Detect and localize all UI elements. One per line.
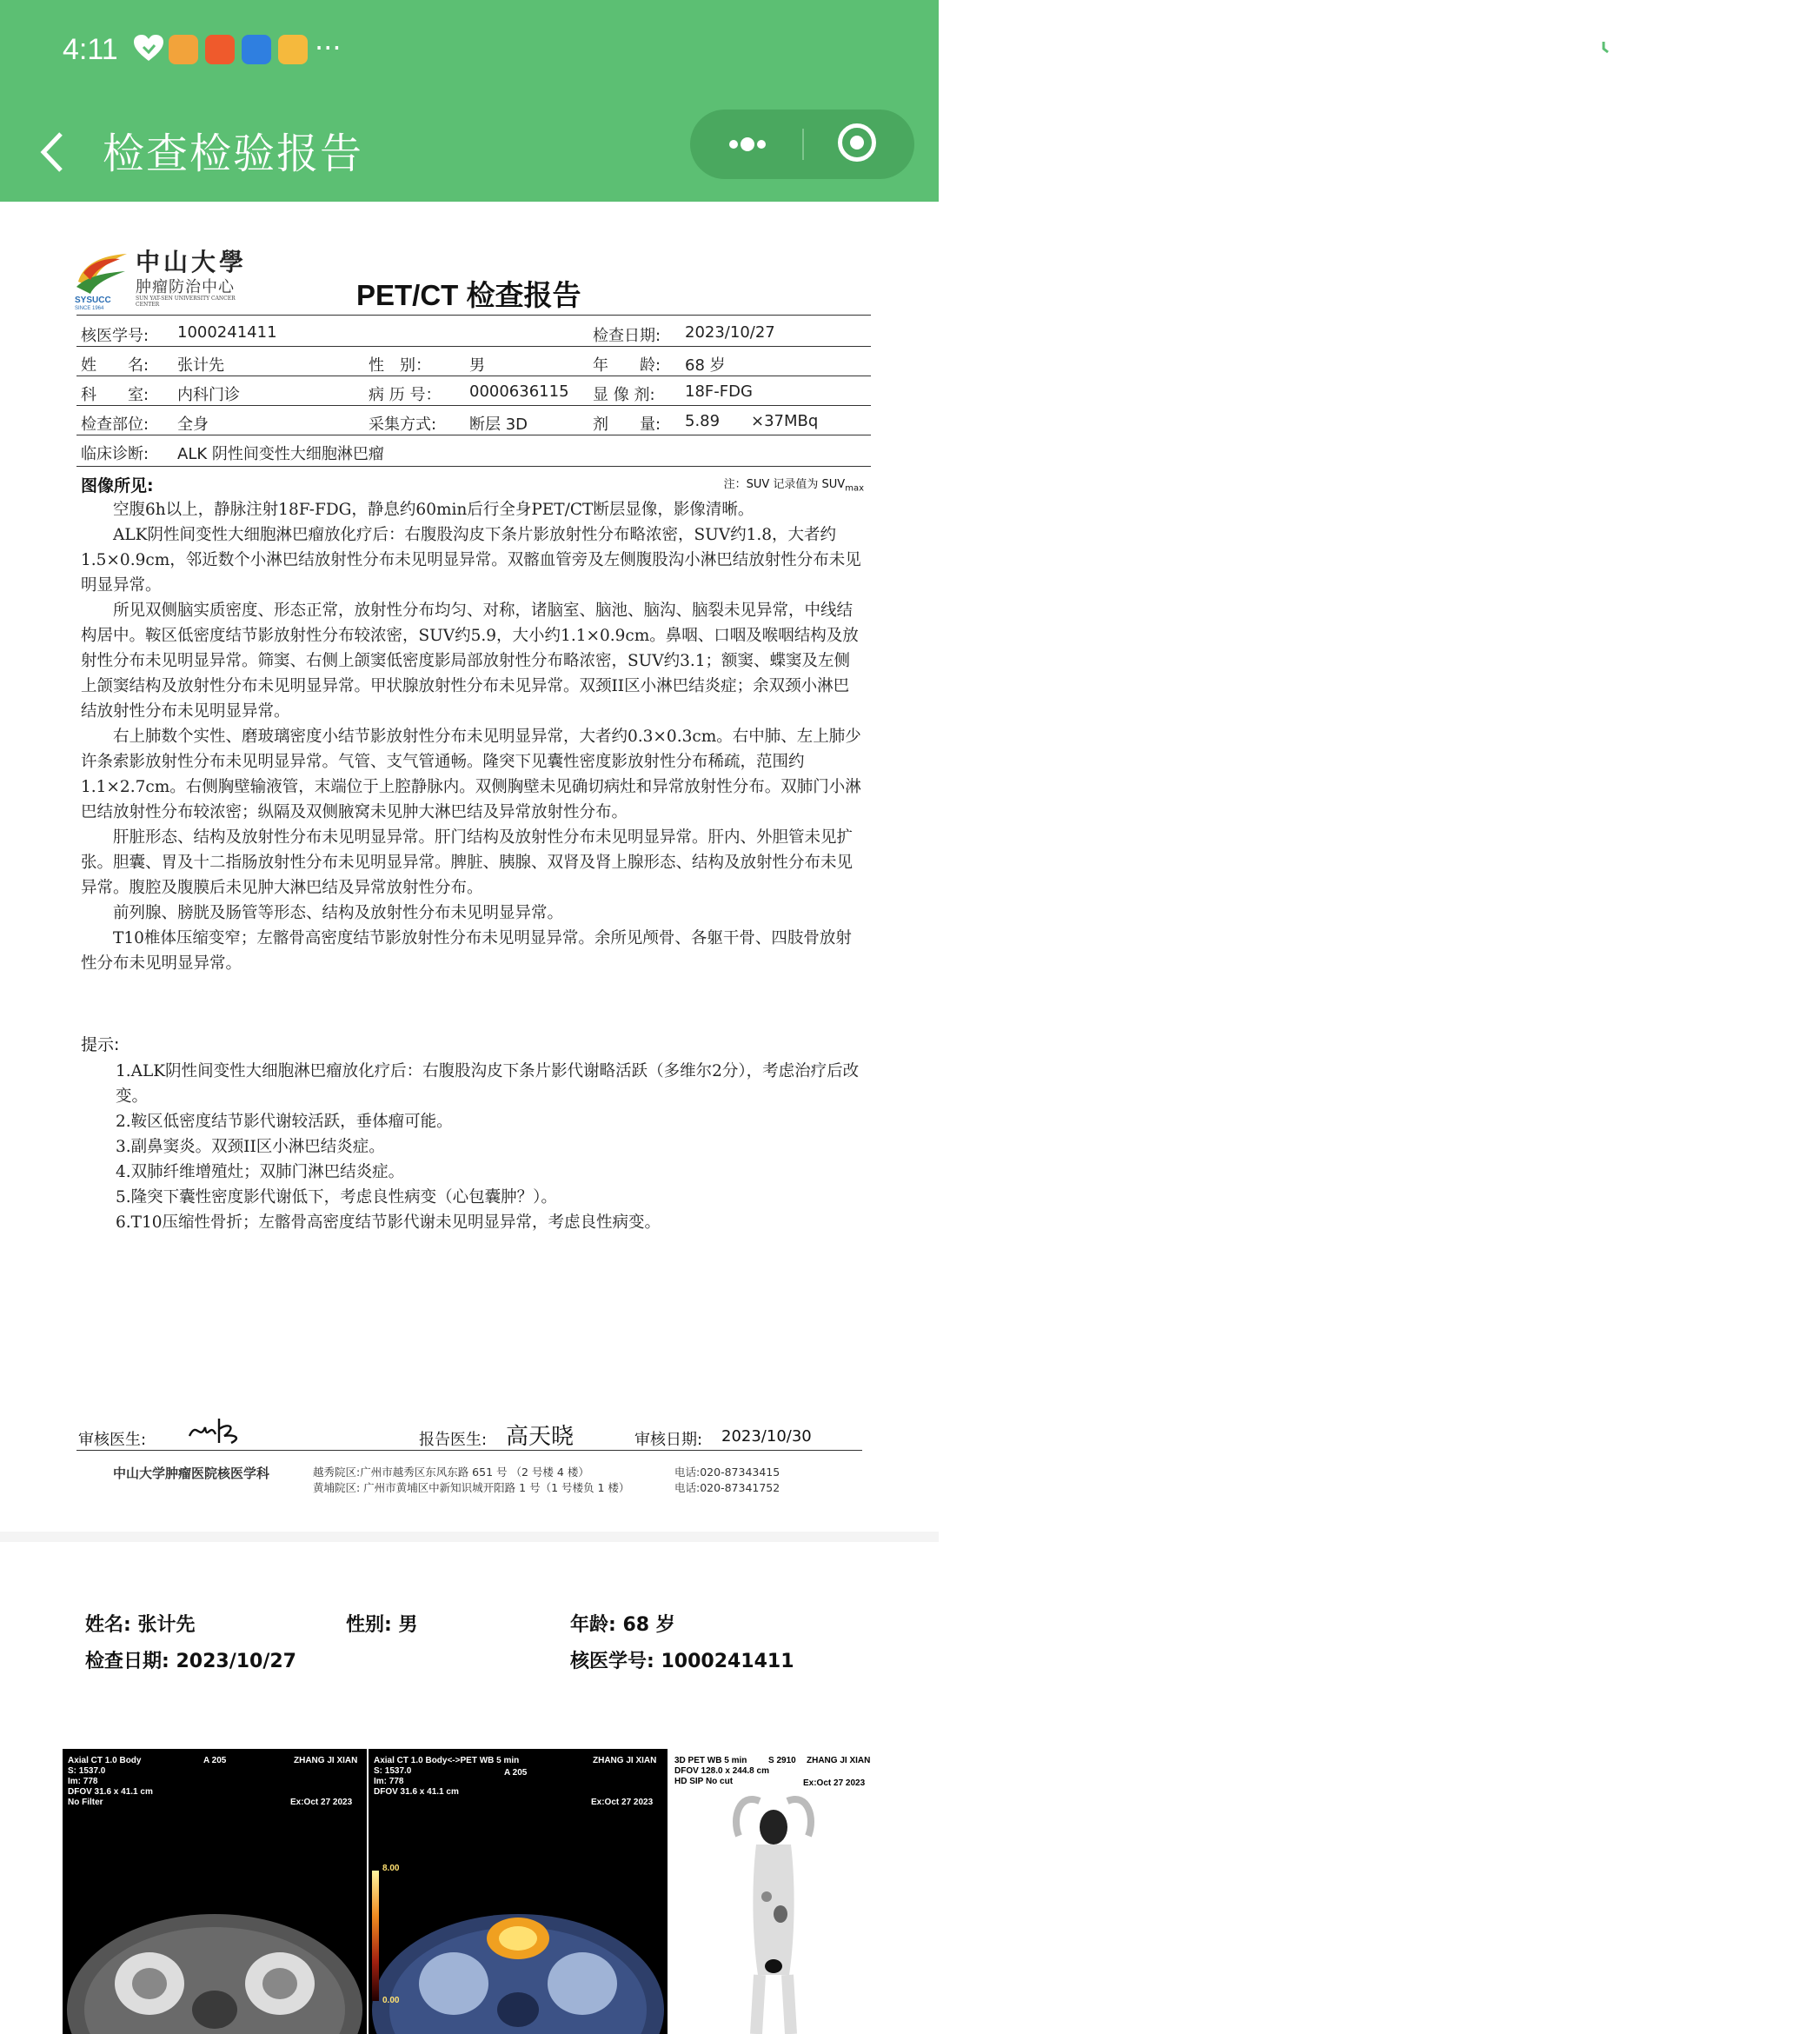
summary-nm-no: 核医学号: 1000241411 xyxy=(570,1651,794,1672)
reviewer-signature xyxy=(184,1415,245,1450)
findings-paragraph: 前列腺、膀胱及肠管等形态、结构及放射性分布未见明显异常。 xyxy=(113,904,564,922)
dept-label: 科 室: xyxy=(81,386,149,404)
sysucc-logo-icon xyxy=(75,247,130,296)
summary-age: 年龄: 68 岁 xyxy=(570,1614,675,1636)
section-separator xyxy=(0,1532,939,1542)
tracer-value: 18F-FDG xyxy=(685,382,753,401)
age-label: 年 龄: xyxy=(593,356,661,375)
findings-paragraph: 所见双侧脑实质密度、形态正常，放射性分布均匀、对称，诸脑室、脑池、脑沟、脑裂未见异常，中线结构居中。鞍区低密度结节影放射性分布较浓密，SUV约5.9，大小约1.1×0.9cm。鼻咽、口咽及喉咽结构及放射性分布未见明显异常。筛窦、右侧上颌窦低密度影局部放射性分布略浓密，SUV约3.1；额窦、蝶窦及左侧上颌窦结构及放射性分布未见明显异常。甲状腺放射性分布未见异常。双颈II区小淋巴结炎症；余双颈小淋巴结放射性分布未见明显异常。 xyxy=(81,602,859,721)
more-notifications: ··· xyxy=(315,31,342,64)
nm-no-label: 核医学号: xyxy=(81,327,149,345)
title-bar xyxy=(0,104,939,202)
record-label: 病 历 号： xyxy=(369,386,442,404)
tips-list xyxy=(116,1059,872,1235)
record-value: 0000636115 xyxy=(469,382,569,401)
tip-item: 5.隆突下囊性密度影代谢低下，考虑良性病变（心包囊肿？）。 xyxy=(116,1188,557,1206)
suv-note: 注：SUV 记录值为 $SUV_{max}$ xyxy=(723,478,864,494)
diagnosis-value: ALK 阴性间变性大细胞淋巴瘤 xyxy=(177,445,384,463)
report-document xyxy=(0,202,939,1532)
more-dots-icon xyxy=(721,118,774,170)
summary-sex: 性别: 男 xyxy=(346,1614,418,1636)
capsule-divider xyxy=(802,129,804,160)
signal-4g-icon: 4G xyxy=(1657,30,1697,68)
nm-no-value: 1000241411 xyxy=(177,323,277,342)
findings-paragraph: 空腹6h以上，静脉注射18F-FDG，静息约60min后行全身PET/CT断层显像，影像清晰。 xyxy=(113,501,754,519)
battery-icon xyxy=(1764,37,1820,68)
miniapp-capsule xyxy=(690,110,914,179)
divider xyxy=(76,315,871,316)
method-value: 断层 3D xyxy=(469,415,528,434)
site-label: 检查部位: xyxy=(81,415,149,434)
page-title: 检查检验报告 xyxy=(103,130,364,178)
findings-paragraph: 肝脏形态、结构及放射性分布未见明显异常。肝门结构及放射性分布未见明显异常。肝内、外胆管未见扩张。胆囊、胃及十二指肠放射性分布未见明显异常。脾脏、胰腺、双肾及肾上腺形态、结构及放射性分布未见异常。腹腔及腹膜后未见肿大淋巴结及异常放射性分布。 xyxy=(81,828,854,897)
tip-item: 1.ALK阴性间变性大细胞淋巴瘤放化疗后：右腹股沟皮下条片影代谢略活跃（多维尔2分），考虑治疗后改变。 xyxy=(116,1062,860,1106)
scan-images xyxy=(63,1749,878,2034)
exam-date-label: 检查日期: xyxy=(593,327,661,345)
close-miniapp-icon[interactable] xyxy=(838,123,876,162)
reporter-label: 报告医生: xyxy=(419,1431,488,1449)
findings-heading: 图像所见: xyxy=(81,476,154,495)
site-value: 全身 xyxy=(177,415,209,434)
footer-phone-2: 电话:020-87341752 xyxy=(674,1481,780,1494)
pet-mip-image[interactable]: 3D PET WB 5 min DFOV 128.0 x 244.8 cm HD SIP No cut S 2910 ZHANG JI XIAN Ex:Oct 27 2023 xyxy=(669,1749,878,2034)
findings-text xyxy=(81,497,863,976)
age-value: 68 岁 xyxy=(685,356,726,375)
sex-label: 性 别： xyxy=(369,356,431,375)
tips-heading: 提示: xyxy=(81,1035,120,1054)
report-title: PET/CT 检查报告 xyxy=(356,279,581,311)
divider xyxy=(76,466,871,467)
app-notification-icon xyxy=(169,35,198,64)
back-button[interactable] xyxy=(38,123,64,184)
footer-phone-1: 电话:020-87343415 xyxy=(674,1466,780,1479)
more-menu-button[interactable] xyxy=(721,118,774,179)
heart-icon xyxy=(134,35,163,63)
summary-exam-date: 检查日期: 2023/10/27 xyxy=(85,1651,296,1672)
nfc-icon xyxy=(1551,33,1580,66)
name-label: 姓 名: xyxy=(81,356,149,375)
name-value: 张计先 xyxy=(177,356,224,375)
eye-icon xyxy=(1509,37,1544,64)
tip-item: 4.双肺纤维增殖灶；双肺门淋巴结炎症。 xyxy=(116,1163,405,1181)
tip-item: 3.副鼻窦炎。双颈II区小淋巴结炎症。 xyxy=(116,1138,385,1156)
dept-value: 内科门诊 xyxy=(177,386,240,404)
dose-value: 5.89 xyxy=(685,412,721,430)
sex-value: 男 xyxy=(469,356,485,375)
footer-address-2: 黄埔院区: 广州市黄埔区中新知识城开阳路 1 号（1 号楼负 1 楼） xyxy=(313,1481,630,1494)
findings-paragraph: 右上肺数个实性、磨玻璃密度小结节影放射性分布未见明显异常，大者约0.3×0.3cm。右中肺、左上肺少许条索影放射性分布未见明显异常。气管、支气管通畅。隆突下见囊性密度影放射性分布稀疏，范围约1.1×2.7cm。右侧胸壁输液管，末端位于上腔静脉内。双侧胸壁未见确切病灶和异常放射性分布。双肺门小淋巴结放射性分布较浓密；纵隔及双侧腋窝未见肿大淋巴结及异常放射性分布。 xyxy=(81,728,861,821)
note-app-icon xyxy=(278,35,308,64)
divider xyxy=(76,346,871,347)
status-bar xyxy=(0,0,1724,104)
tracer-label: 显 像 剂: xyxy=(593,386,655,404)
footer-department: 中山大学肿瘤医院核医学科 xyxy=(113,1466,270,1481)
signal-5g-icon: 5G xyxy=(1709,30,1749,68)
divider xyxy=(76,405,871,406)
dose-label: 剂 量: xyxy=(593,415,661,434)
diagnosis-label: 临床诊断: xyxy=(81,445,149,463)
reviewer-label: 审核医生: xyxy=(78,1431,147,1449)
pet-ct-fusion-image[interactable]: Axial CT 1.0 Body<->PET WB 5 min S: 1537.0 Im: 778 DFOV 31.6 x 41.1 cm A 205 ZHANG JI XIAN Ex:Oct 27 2023 8.00 0.00 xyxy=(369,1749,668,2034)
footer-address-1: 越秀院区:广州市越秀区东风东路 651 号 （2 号楼 4 楼） xyxy=(313,1466,589,1479)
dose-unit: ×37MBq xyxy=(751,412,819,430)
tip-item: 6.T10压缩性骨折；左髂骨高密度结节影代谢未见明显异常，考虑良性病变。 xyxy=(116,1213,661,1232)
reporter-name: 高天晓 xyxy=(506,1424,575,1450)
taobao-icon xyxy=(205,35,235,64)
findings-paragraph: ALK阴性间变性大细胞淋巴瘤放化疗后：右腹股沟皮下条片影放射性分布略浓密，SUV约1.8，大者约1.5×0.9cm，邻近数个小淋巴结放射性分布未见明显异常。双髂血管旁及左侧腹股沟小淋巴结放射性分布未见明显异常。 xyxy=(81,526,861,595)
footer-divider xyxy=(76,1450,862,1451)
method-label: 采集方式: xyxy=(369,415,437,434)
ct-image[interactable]: Axial CT 1.0 Body S: 1537.0 Im: 778 DFOV 31.6 x 41.1 cm No Filter A 205 ZHANG JI XIAN Ex:Oct 27 2023 xyxy=(63,1749,367,2034)
tip-item: 2.鞍区低密度结节影代谢较活跃，垂体瘤可能。 xyxy=(116,1113,453,1131)
chevron-left-icon xyxy=(38,130,64,174)
findings-paragraph: T10椎体压缩变窄；左髂骨高密度结节影放射性分布未见明显异常。余所见颅骨、各躯干骨、四肢骨放射性分布未见明显异常。 xyxy=(81,929,852,973)
exam-date-value: 2023/10/27 xyxy=(685,323,775,342)
review-date-value: 2023/10/30 xyxy=(721,1427,812,1446)
alarm-icon xyxy=(1589,33,1618,66)
hospital-logo: 中山大學 肿瘤防治中心 SUN YAT-SEN UNIVERSITY CANCER CENTER SYSUCC SINCE 1964 xyxy=(75,248,248,311)
clock: 4:11 xyxy=(63,33,118,66)
auto-app-icon xyxy=(242,35,271,64)
review-date-label: 审核日期: xyxy=(634,1431,703,1449)
summary-name: 姓名: 张计先 xyxy=(85,1614,196,1636)
bluetooth-icon xyxy=(1627,31,1646,68)
